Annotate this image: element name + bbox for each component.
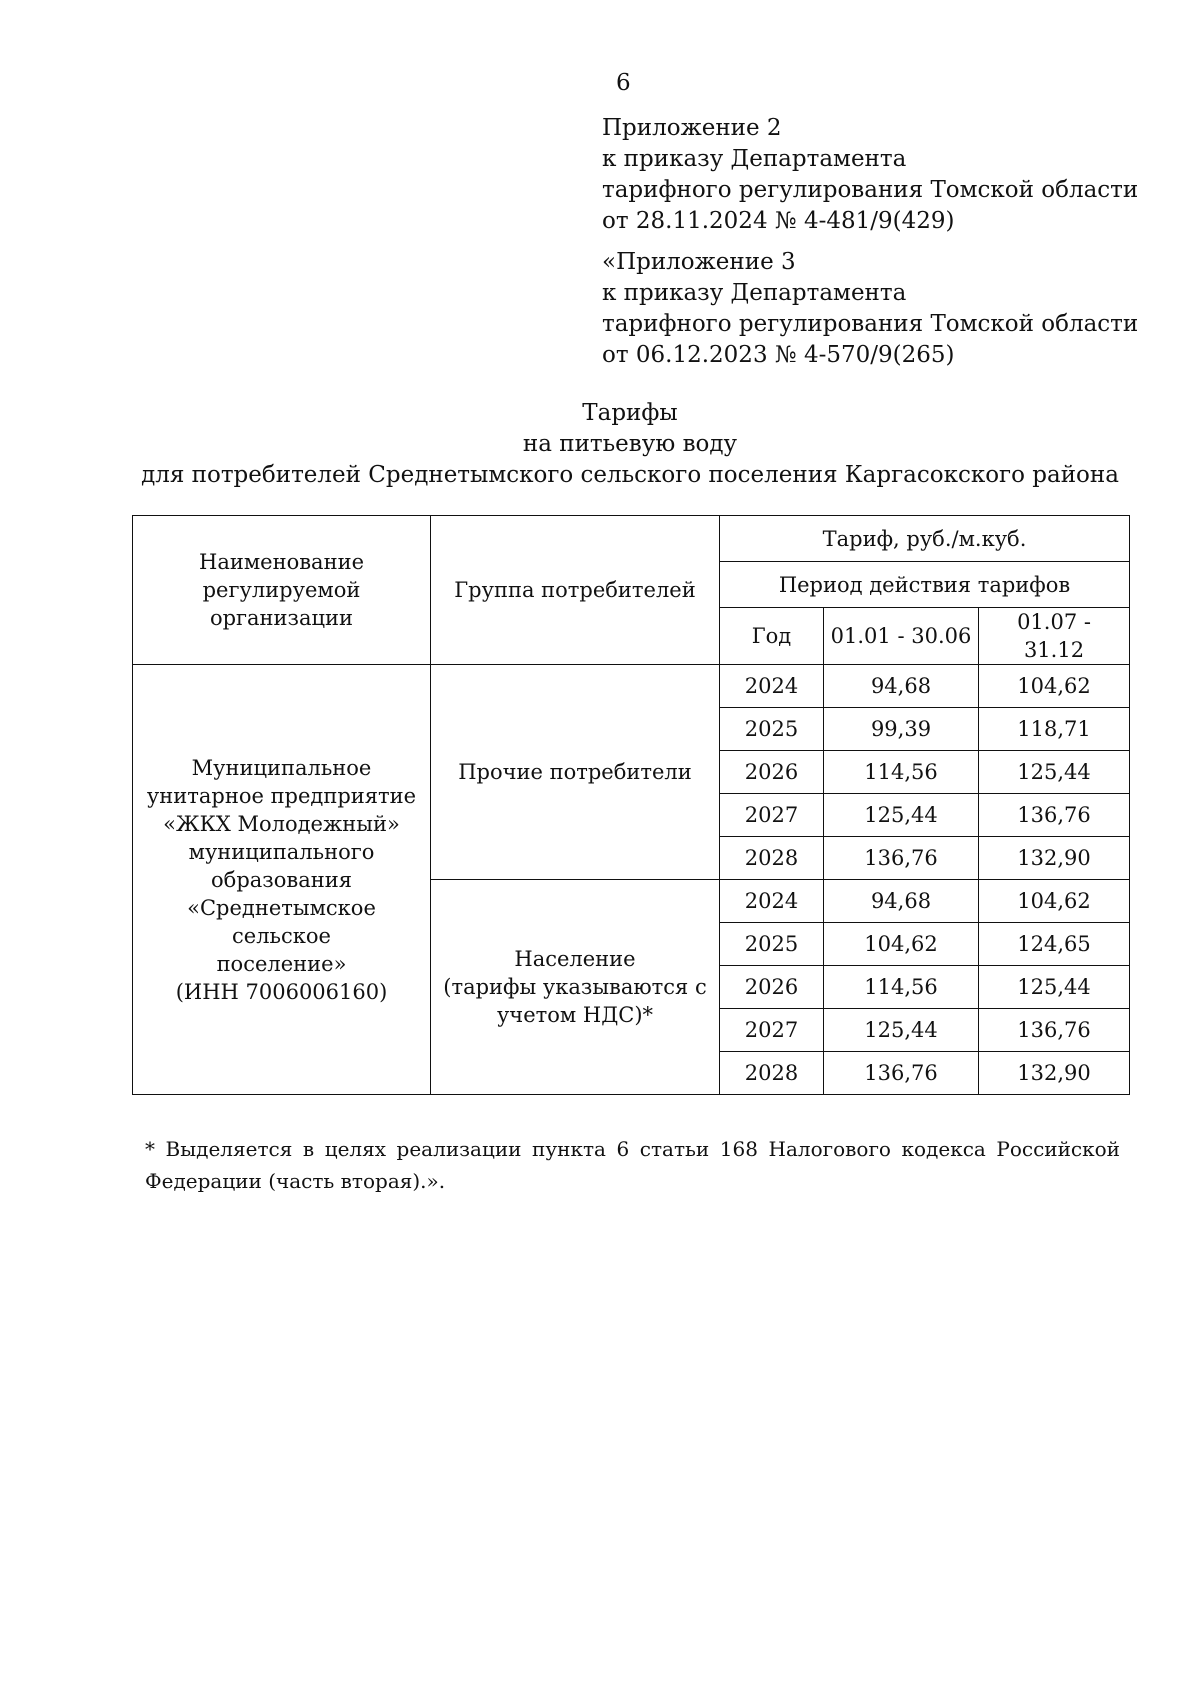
tariff-cell: 94,68 <box>824 880 979 923</box>
tariff-cell: 99,39 <box>824 708 979 751</box>
tariff-cell: 136,76 <box>824 837 979 880</box>
year-cell: 2025 <box>720 708 824 751</box>
year-cell: 2024 <box>720 880 824 923</box>
header-period: Период действия тарифов <box>720 562 1130 608</box>
tariff-cell: 104,62 <box>979 880 1130 923</box>
year-cell: 2028 <box>720 837 824 880</box>
table-row <box>133 665 1130 708</box>
tariff-cell: 114,56 <box>824 751 979 794</box>
title-line: Тарифы <box>582 400 678 426</box>
footnote: * Выделяется в целях реализации пункта 6 статьи 168 Налогового кодекса Российской Федерации (часть вторая).». <box>145 1137 1120 1193</box>
tariff-cell: 136,76 <box>979 1009 1130 1052</box>
appendix-2-line: от 28.11.2024 № 4-481/9(429) <box>602 208 955 234</box>
appendix-2-line: тарифного регулирования Томской области <box>602 177 1139 203</box>
tariff-cell: 94,68 <box>824 665 979 708</box>
header-consumer-group: Группа потребителей <box>431 516 720 665</box>
tariff-cell: 125,44 <box>979 751 1130 794</box>
appendix-3-line: от 06.12.2023 № 4-570/9(265) <box>602 342 955 368</box>
tariff-cell: 132,90 <box>979 1052 1130 1095</box>
year-cell: 2027 <box>720 1009 824 1052</box>
header-organization: Наименование регулируемой организации <box>133 516 431 665</box>
consumer-group-other: Прочие потребители <box>431 665 720 880</box>
title-line: на питьевую воду <box>522 431 738 457</box>
appendix-2-line: к приказу Департамента <box>602 146 907 172</box>
table-header-row <box>133 516 1130 562</box>
appendix-3-header <box>602 247 1138 371</box>
tariff-cell: 125,44 <box>824 1009 979 1052</box>
tariff-cell: 136,76 <box>979 794 1130 837</box>
header-tariff: Тариф, руб./м.куб. <box>720 516 1130 562</box>
tariff-cell: 114,56 <box>824 966 979 1009</box>
organization-name: Муниципальное унитарное предприятие «ЖКХ Молодежный» муниципального образования «Среднетымское сельское поселение» (ИНН 7006006160) <box>133 665 431 1095</box>
year-cell: 2026 <box>720 966 824 1009</box>
year-cell: 2024 <box>720 665 824 708</box>
year-cell: 2028 <box>720 1052 824 1095</box>
header-half-1: 01.01 - 30.06 <box>824 608 979 665</box>
title-line: для потребителей Среднетымского сельского поселения Каргасокского района <box>141 462 1119 488</box>
page-number: 6 <box>616 70 631 96</box>
tariff-cell: 124,65 <box>979 923 1130 966</box>
year-cell: 2026 <box>720 751 824 794</box>
tariff-table <box>132 515 1130 1095</box>
header-year: Год <box>720 608 824 665</box>
appendix-2-line: Приложение 2 <box>602 115 782 141</box>
tariff-cell: 104,62 <box>824 923 979 966</box>
tariff-cell: 104,62 <box>979 665 1130 708</box>
document-title <box>0 398 1200 491</box>
tariff-cell: 118,71 <box>979 708 1130 751</box>
tariff-cell: 125,44 <box>979 966 1130 1009</box>
appendix-3-line: тарифного регулирования Томской области <box>602 311 1139 337</box>
tariff-cell: 132,90 <box>979 837 1130 880</box>
appendix-3-line: к приказу Департамента <box>602 280 907 306</box>
header-half-2: 01.07 - 31.12 <box>979 608 1130 665</box>
consumer-group-population: Население (тарифы указываются с учетом НДС)* <box>431 880 720 1095</box>
tariff-cell: 125,44 <box>824 794 979 837</box>
appendix-2-header <box>602 113 1138 237</box>
tariff-cell: 136,76 <box>824 1052 979 1095</box>
year-cell: 2025 <box>720 923 824 966</box>
year-cell: 2027 <box>720 794 824 837</box>
appendix-3-line: «Приложение 3 <box>602 249 796 275</box>
